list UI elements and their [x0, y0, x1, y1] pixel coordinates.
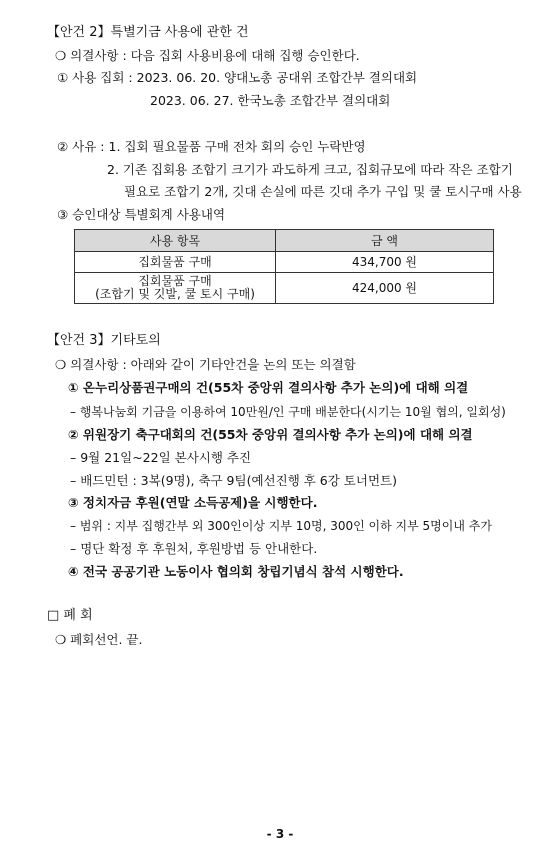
agenda3-item1-sub: – 행복나눔회 기금을 이용하여 10만원/인 구매 배분한다(시기는 10월 협의, 일회성): [70, 405, 506, 419]
table-header-item: 사용 항목: [75, 230, 276, 252]
agenda2-spend-label: ③ 승인대상 특별회계 사용내역: [57, 207, 226, 222]
agenda3-item2-sub2: – 배드민턴 : 3복(9명), 축구 9팀(예선진행 후 6강 토너먼트): [70, 473, 397, 488]
agenda2-reason-2: 2. 기존 집회용 조합기 크기가 과도하게 크고, 집회규모에 따라 작은 조합기: [107, 162, 513, 177]
table-row: [75, 273, 494, 304]
closing-text: ❍ 폐회선언. 끝.: [55, 632, 143, 647]
agenda2-rallies-line2: 2023. 06. 27. 한국노총 조합간부 결의대회: [150, 93, 391, 108]
agenda2-rallies: ① 사용 집회 : 2023. 06. 20. 양대노총 공대위 조합간부 결의대회: [57, 70, 418, 85]
table-cell-item: 집회물품 구매 (조합기 및 깃발, 쿨 토시 구매): [75, 273, 276, 304]
agenda2-heading: 【안건 2】특별기금 사용에 관한 건: [47, 25, 249, 40]
table-row: [75, 252, 494, 273]
agenda3-item3: ③ 정치자금 후원(연말 소득공제)을 시행한다.: [68, 495, 318, 510]
table-cell-item: 집회물품 구매: [75, 252, 276, 273]
table-cell-amount: 424,000 원: [276, 273, 494, 304]
page-number: - 3 -: [266, 827, 294, 841]
spending-table: [74, 229, 494, 304]
table-header-amount: 금 액: [276, 230, 494, 252]
agenda2-reason: ② 사유 : 1. 집회 필요물품 구매 전차 회의 승인 누락반영: [57, 139, 366, 154]
agenda3-item3-sub2: – 명단 확정 후 후원처, 후원방법 등 안내한다.: [70, 541, 318, 556]
closing-heading: □ 폐 회: [47, 608, 93, 623]
agenda2-reason-2b: 필요로 조합기 2개, 깃대 손실에 따른 깃대 추가 구입 및 쿨 토시구매 사용: [124, 184, 522, 199]
agenda3-resolution: ❍ 의결사항 : 아래와 같이 기타안건을 논의 또는 의결함: [55, 357, 356, 372]
agenda3-heading: 【안건 3】기타토의: [47, 333, 161, 348]
agenda3-item2-sub1: – 9월 21일~22일 본사시행 추진: [70, 450, 252, 465]
table-header-row: [75, 230, 494, 252]
agenda3-item3-sub1: – 범위 : 지부 집행간부 외 300인이상 지부 10명, 300인 이하 지부 5명이내 추가: [70, 519, 492, 533]
agenda2-resolution: ❍ 의결사항 : 다음 집회 사용비용에 대해 집행 승인한다.: [55, 48, 360, 63]
table-cell-amount: 434,700 원: [276, 252, 494, 273]
agenda3-item4: ④ 전국 공공기관 노동이사 협의회 창립기념식 참석 시행한다.: [68, 564, 404, 579]
agenda3-item2: ② 위원장기 축구대회의 건(55차 중앙위 결의사항 추가 논의)에 대해 의결: [68, 427, 473, 442]
agenda3-item1: ① 온누리상품권구매의 건(55차 중앙위 결의사항 추가 논의)에 대해 의결: [68, 380, 469, 395]
